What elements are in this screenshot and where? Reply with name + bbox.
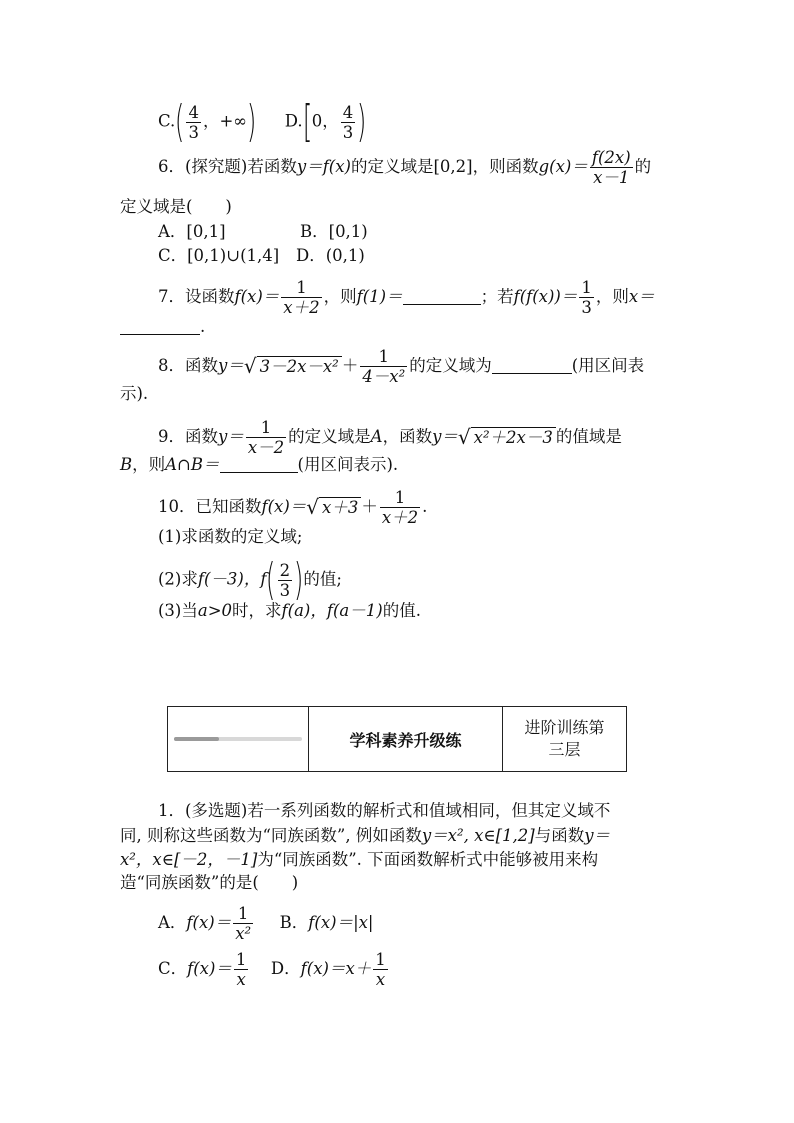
q10-stem: 10．已知函数f(x)＝ √ x＋3 ＋ $\frac{1}{x+2}$ .	[158, 488, 428, 527]
s1-option-d-fraction: $\frac{1}{x}$	[375, 950, 386, 989]
q10-text: 已知函数	[195, 497, 262, 516]
s1-line4: 造“同族函数”的是( )	[120, 873, 299, 892]
progress-fill	[174, 737, 219, 741]
q5-option-c-label: C.	[158, 111, 176, 131]
q7-text-d: ，则	[595, 287, 629, 306]
q7-x-eq: x＝	[628, 287, 655, 306]
q8-line2: 示).	[120, 384, 149, 403]
s1-options-cd: C．f(x)＝ $\frac{1}{x}$ D．f(x)＝x＋ $\frac{1}{x}$	[158, 950, 386, 989]
q9-y2: y＝	[432, 427, 458, 446]
q10-fraction-2: $\frac{2}{3}$	[279, 560, 291, 600]
right-paren-icon: )	[294, 554, 304, 605]
q7-text-b: ，则	[323, 287, 357, 306]
left-bracket-icon: [	[302, 96, 312, 147]
q9-blank[interactable]	[220, 472, 298, 473]
q6-fraction: $\frac{f(2x)}{x-1}$	[591, 148, 631, 187]
q6-option-a: A．[0,1]	[158, 222, 226, 241]
q7-line2: .	[120, 316, 205, 338]
q10-part-3: (3)当a>0时，求f(a)，f(a－1)的值.	[158, 601, 421, 620]
q9-set-a: A	[370, 427, 383, 446]
q9-fraction: $\frac{1}{x-2}$	[247, 418, 285, 457]
q8-sqrt: √ 3－2x－x²	[244, 356, 342, 377]
s1-option-c-fraction: $\frac{1}{x}$	[235, 950, 247, 989]
q6-text-b: 的定义域是[0,2]，则函数	[350, 157, 539, 176]
q7-blank-1[interactable]	[403, 304, 481, 305]
s1-line2: 同, 则称这些函数为“同族函数”, 例如函数y＝x², x∈[1,2]与函数y＝	[120, 826, 611, 845]
q6-line2: 定义域是( )	[120, 197, 232, 216]
q7-ffx: f(f(x))＝	[513, 287, 578, 306]
q10-sqrt: √ x＋3	[306, 497, 361, 518]
right-paren-icon: )	[246, 96, 257, 147]
q9-line2: B，则A∩B＝ (用区间表示).	[120, 455, 399, 474]
right-paren-icon: )	[357, 96, 367, 147]
q5-options-line	[158, 96, 367, 147]
q9-y: y＝	[218, 427, 244, 446]
banner-title: 学科素养升级练	[309, 707, 503, 771]
q8-fraction: $\frac{1}{\text{4－x²}}$	[362, 347, 406, 386]
q9-text-b: 的定义域是	[288, 427, 371, 446]
progress-bar	[174, 737, 302, 741]
banner-progress-cell	[168, 707, 309, 771]
q6-text: (探究题)若函数	[185, 157, 297, 176]
banner-right-line2: 三层	[548, 740, 581, 759]
q8-text-c: (用区间表	[571, 356, 645, 375]
q8-text-b: 的定义域为	[409, 356, 492, 375]
q9-number: 9．	[158, 427, 185, 446]
q7-f1: f(1)＝	[356, 287, 403, 306]
q10-part-1: (1)求函数的定义域;	[158, 527, 303, 546]
q8-text: 函数	[185, 356, 218, 375]
banner-right	[503, 707, 626, 771]
q8-stem: 8．函数y＝ √ 3－2x－x² ＋ $\frac{1}{\text{4－x²}}$ 的定义域为 (用区间表	[158, 347, 645, 386]
q6-option-b: B．[0,1)	[300, 222, 368, 241]
q5-option-d-fraction: $\frac{4}{3}$	[342, 102, 354, 142]
q10-f: f(x)＝	[261, 497, 307, 516]
left-paren-icon: (	[266, 554, 276, 605]
banner-right-line1: 进阶训练第	[524, 718, 605, 737]
q7-f: f(x)＝	[234, 287, 280, 306]
q6-g: g(x)＝	[538, 157, 588, 176]
q6-option-c: C．[0,1)∪(1,4]	[158, 246, 280, 265]
q9-text-d: 的值域是	[555, 427, 622, 446]
s1-options-ab: A．f(x)＝ $\frac{1}{\text{x²}}$ B．f(x)＝|x|	[158, 904, 374, 943]
q7-fraction: $\frac{1}{x+2}$	[283, 278, 320, 317]
s1-line3: x²，x∈[－2，－1]为“同族函数”. 下面函数解析式中能够被用来构	[120, 850, 599, 869]
q6-stem	[158, 148, 651, 187]
q5-option-d-label: D.	[284, 111, 303, 131]
q7-blank-2[interactable]	[120, 334, 200, 335]
q9-text-c: ，函数	[382, 427, 433, 446]
q8-y: y＝	[218, 356, 244, 375]
q7-number: 7．	[158, 287, 185, 306]
q8-blank[interactable]	[492, 373, 572, 374]
q9-sqrt: √ x²＋2x－3	[458, 427, 556, 448]
s1-option-a-fraction: $\frac{1}{\text{x²}}$	[235, 904, 252, 943]
q10-part-2: (2)求f(－3)，f( $\frac{2}{3}$ )的值;	[158, 554, 342, 605]
q6-option-d: D．(0,1)	[296, 246, 365, 265]
q7-text-c: ；若	[480, 287, 514, 306]
q5-option-c-rest: ，+∞	[202, 111, 248, 131]
left-paren-icon: (	[175, 96, 185, 147]
q8-number: 8．	[158, 356, 185, 375]
s1-line1: 1．(多选题)若一系列函数的解析式和值域相同，但其定义域不	[158, 801, 611, 820]
q9-stem	[158, 418, 622, 457]
q9-text: 函数	[185, 427, 218, 446]
q6-text-c: 的	[634, 157, 652, 176]
q5-option-d-first: 0，	[311, 111, 339, 131]
q6-number: 6．	[158, 157, 185, 176]
q10-fraction: $\frac{1}{x+2}$	[381, 488, 419, 527]
q10-number: 10．	[158, 497, 196, 516]
q6-expr: y＝f(x)	[296, 157, 351, 176]
section-banner	[167, 706, 627, 772]
q5-option-c-fraction: $\frac{4}{3}$	[188, 102, 199, 142]
q7-text: 设函数	[185, 287, 235, 306]
q7-fraction-2: $\frac{1}{3}$	[581, 278, 592, 317]
q7-stem	[158, 278, 655, 317]
